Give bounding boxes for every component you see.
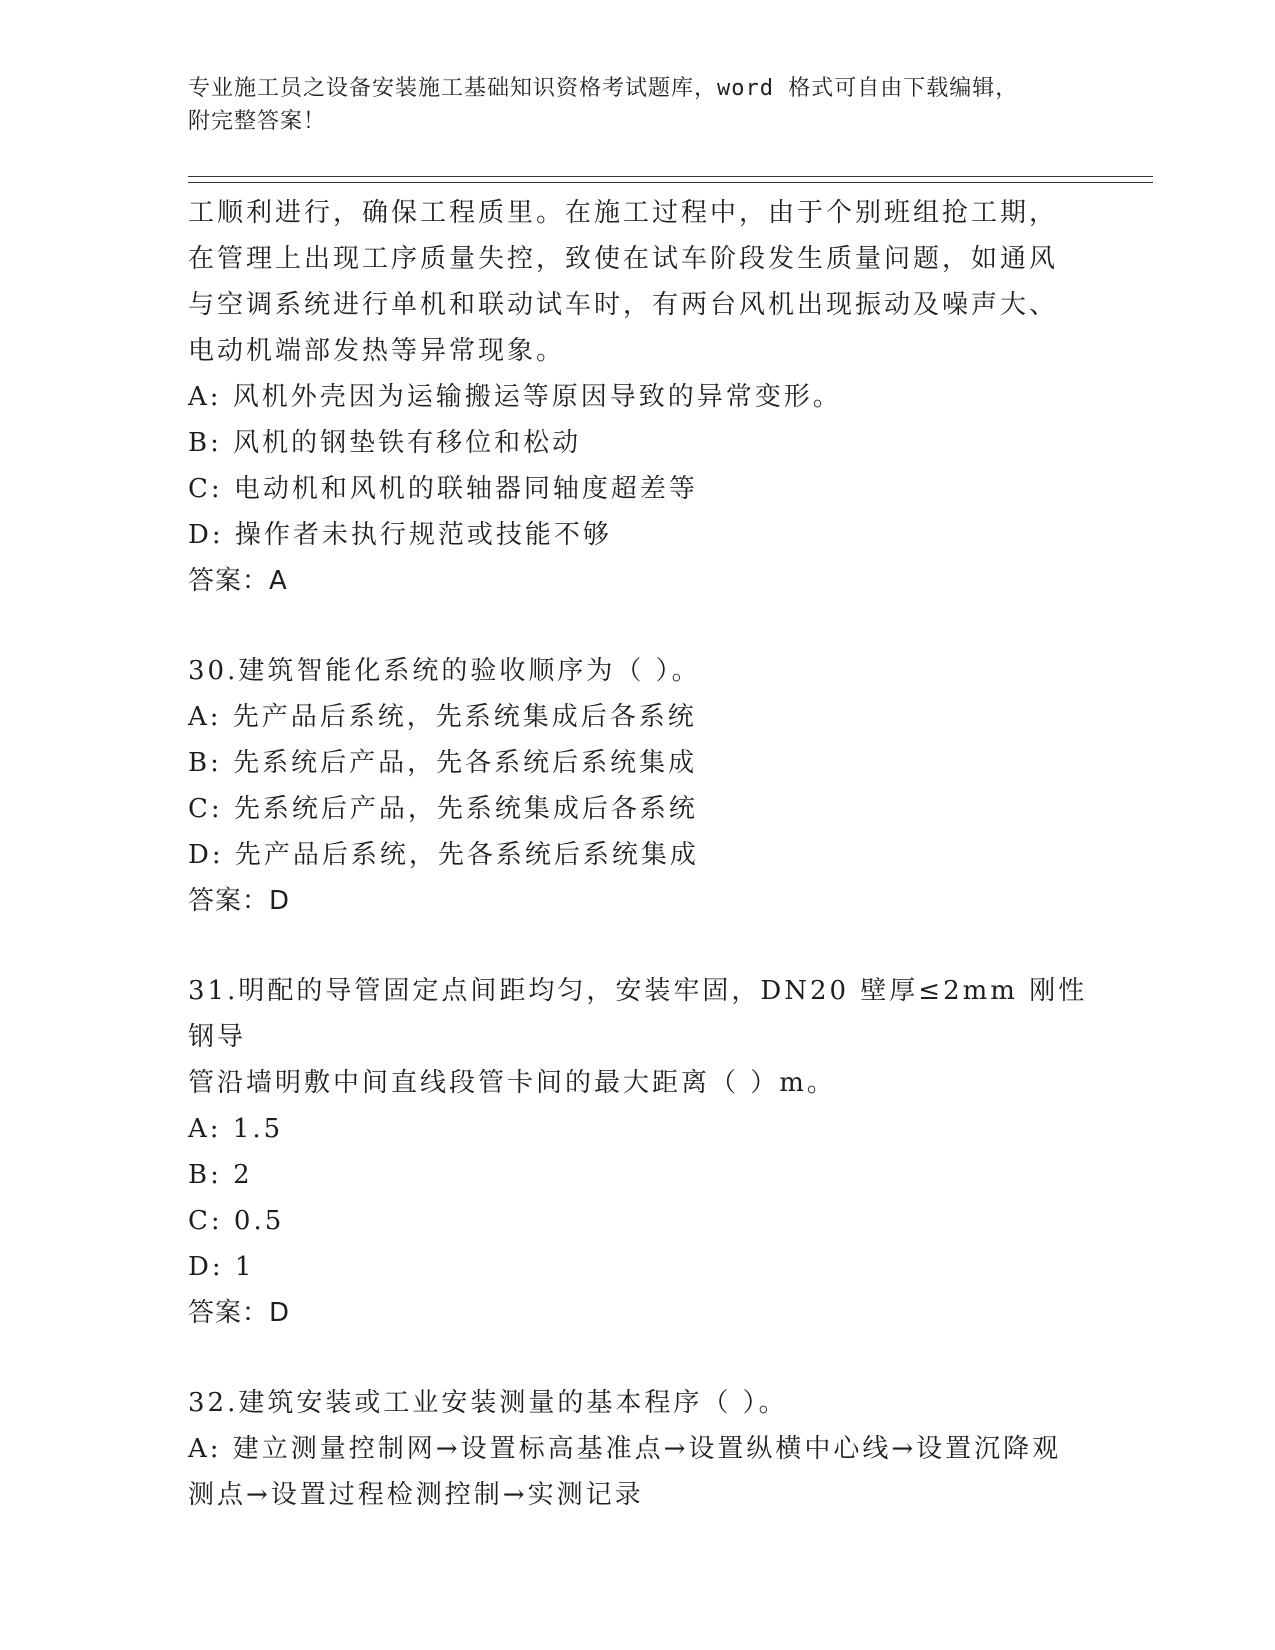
page-header: [188, 72, 1088, 138]
question-text-line: 在管理上出现工序质量失控，致使在试车阶段发生质量问题，如通风: [188, 244, 1059, 274]
option-a: A: 1.5: [188, 1114, 284, 1144]
option-c: C: 0.5: [188, 1206, 285, 1236]
question-text-line: 管沿墙明敷中间直线段管卡间的最大距离（ ）m。: [188, 1068, 836, 1098]
option-c: C: 先系统后产品，先系统集成后各系统: [188, 794, 698, 824]
option-d: D: 先产品后系统，先各系统后系统集成: [188, 840, 699, 870]
question-text: 30.建筑智能化系统的验收顺序为（ ）。: [188, 656, 701, 686]
question-29-continuation: [188, 190, 1088, 604]
option-b: B: 风机的钢垫铁有移位和松动: [188, 428, 582, 458]
question-32: [188, 1380, 1088, 1518]
spacer: [188, 924, 1088, 968]
question-31: [188, 968, 1088, 1336]
option-d: D: 1: [188, 1252, 255, 1282]
answer-line: 答案：A: [188, 566, 288, 596]
option-d: D: 操作者未执行规范或技能不够: [188, 520, 612, 550]
header-rule-top: [188, 176, 1153, 177]
header-line-1: 专业施工员之设备安装施工基础知识资格考试题库，word 格式可自由下载编辑，: [188, 76, 1019, 101]
question-text-line: 工顺利进行，确保工程质里。在施工过程中，由于个别班组抢工期，: [188, 198, 1059, 228]
option-c: C: 电动机和风机的联轴器同轴度超差等: [188, 474, 698, 504]
option-a-line: A: 建立测量控制网→设置标高基准点→设置纵横中心线→设置沉降观: [188, 1434, 1062, 1464]
option-b: B: 先系统后产品，先各系统后系统集成: [188, 748, 698, 778]
option-a: A: 先产品后系统，先系统集成后各系统: [188, 702, 697, 732]
option-b: B: 2: [188, 1160, 253, 1190]
header-line-2: 附完整答案！: [188, 109, 327, 134]
page-content: [188, 190, 1088, 1518]
question-text-line: 电动机端部发热等异常现象。: [188, 336, 566, 366]
answer-line: 答案：D: [188, 1298, 291, 1328]
spacer: [188, 604, 1088, 648]
spacer: [188, 1336, 1088, 1380]
question-30: [188, 648, 1088, 924]
answer-line: 答案：D: [188, 886, 291, 916]
option-a: A: 风机外壳因为运输搬运等原因导致的异常变形。: [188, 382, 842, 412]
question-text-line: 31.明配的导管固定点间距均匀，安装牢固，DN20 壁厚≤2mm 刚性钢导: [188, 976, 1088, 1052]
header-rule-bottom: [188, 182, 1153, 183]
question-text-line: 与空调系统进行单机和联动试车时，有两台风机出现振动及噪声大、: [188, 290, 1059, 320]
question-text: 32.建筑安装或工业安装测量的基本程序（ ）。: [188, 1388, 788, 1418]
option-a-line: 测点→设置过程检测控制→实测记录: [188, 1480, 644, 1510]
